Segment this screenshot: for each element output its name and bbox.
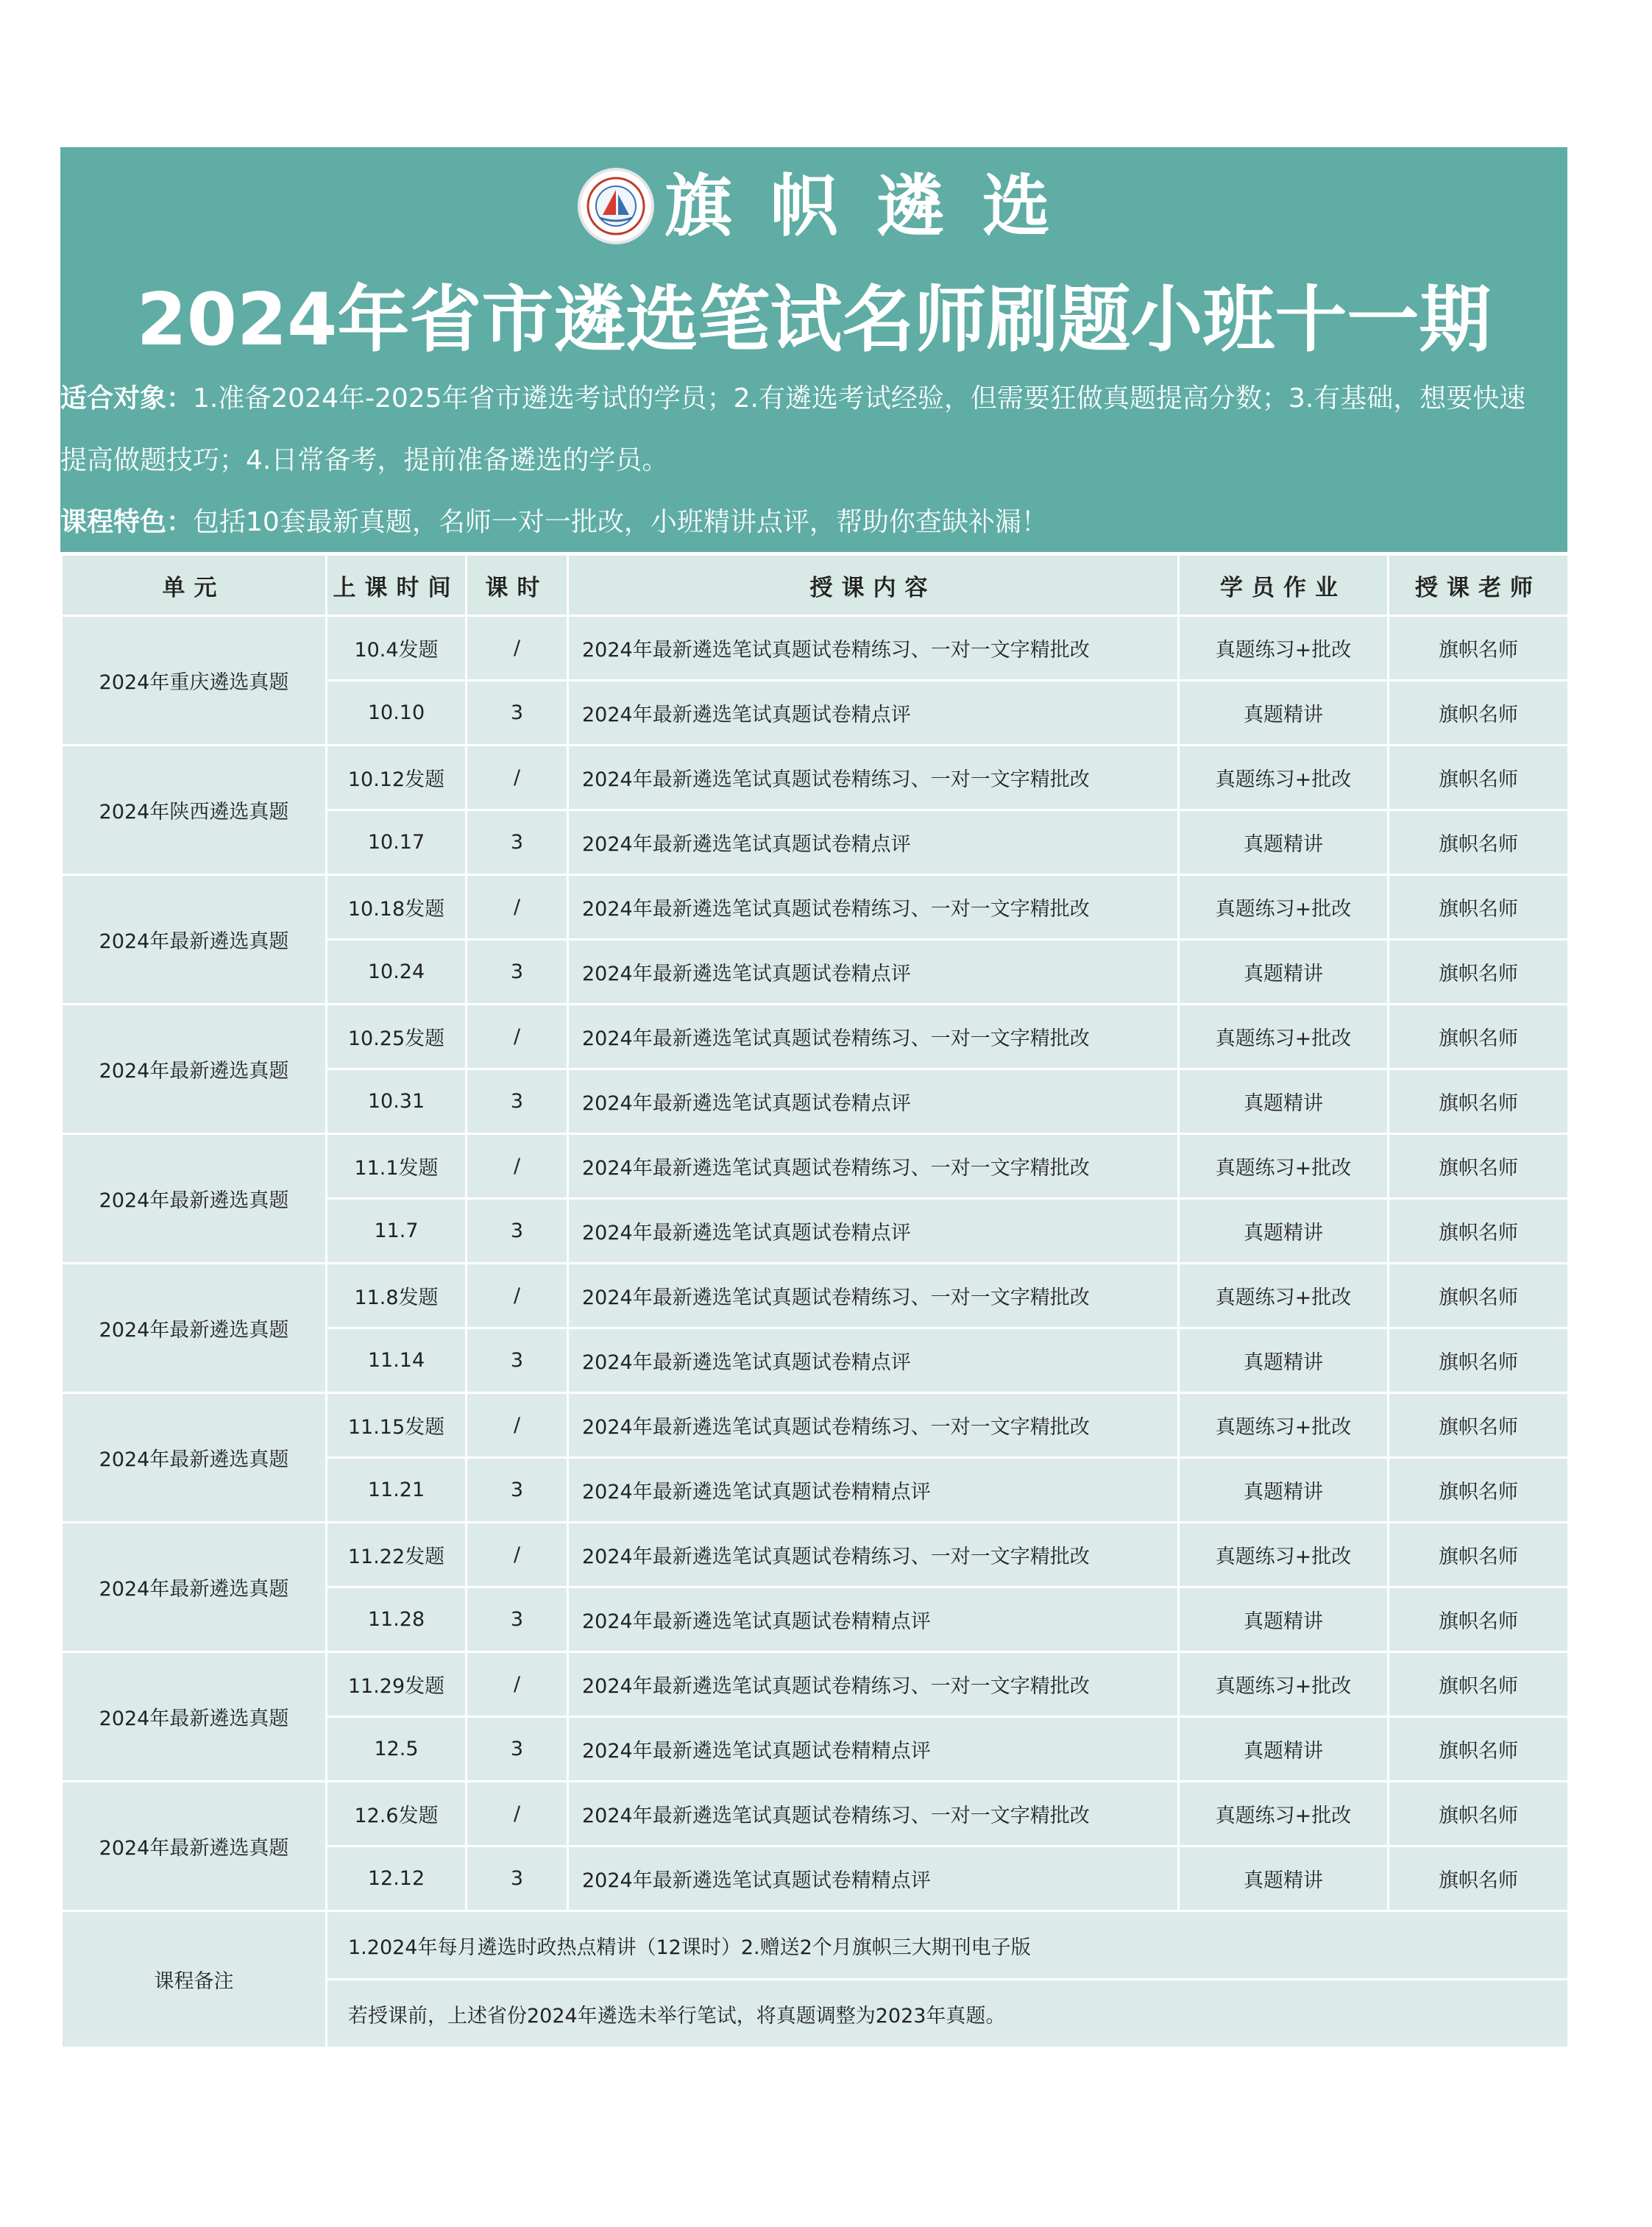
- content-cell: 2024年最新遴选笔试真题试卷精点评: [568, 1069, 1179, 1134]
- content-cell: 2024年最新遴选笔试真题试卷精练习、一对一文字精批改: [568, 616, 1179, 681]
- hours-cell: 3: [467, 1458, 568, 1523]
- unit-cell: 2024年最新遴选真题: [62, 1523, 327, 1652]
- page-title: 2024年省市遴选笔试名师刷题小班十一期: [136, 278, 1492, 362]
- hours-cell: 3: [467, 1847, 568, 1911]
- content-cell: 2024年最新遴选笔试真题试卷精精点评: [568, 1847, 1179, 1911]
- content-cell: 2024年最新遴选笔试真题试卷精点评: [568, 810, 1179, 875]
- table-row: [62, 1782, 1569, 1847]
- content-cell: 2024年最新遴选笔试真题试卷精精点评: [568, 1717, 1179, 1782]
- homework-cell: 真题精讲: [1179, 1717, 1389, 1782]
- time-cell: 10.17: [327, 810, 467, 875]
- header-hours: 课时: [467, 555, 568, 616]
- teacher-cell: 旗帜名师: [1389, 1652, 1569, 1717]
- table-row: [62, 1005, 1569, 1069]
- hours-cell: /: [467, 1264, 568, 1328]
- content-cell: 2024年最新遴选笔试真题试卷精点评: [568, 940, 1179, 1005]
- teacher-cell: 旗帜名师: [1389, 1782, 1569, 1847]
- content-cell: 2024年最新遴选笔试真题试卷精精点评: [568, 1458, 1179, 1523]
- time-cell: 11.22发题: [327, 1523, 467, 1587]
- content-cell: 2024年最新遴选笔试真题试卷精点评: [568, 681, 1179, 746]
- table-row: [62, 1264, 1569, 1328]
- homework-cell: 真题精讲: [1179, 681, 1389, 746]
- homework-cell: 真题练习+批改: [1179, 1652, 1389, 1717]
- unit-cell: 2024年最新遴选真题: [62, 1393, 327, 1523]
- time-cell: 11.1发题: [327, 1134, 467, 1199]
- audience-text-1: 1.准备2024年-2025年省市遴选考试的学员；2.有遴选考试经验，但需要狂做真题提高分数；3.有基础，想要快速: [193, 383, 1526, 414]
- hours-cell: /: [467, 616, 568, 681]
- header-teacher: 授课老师: [1389, 555, 1569, 616]
- unit-cell: 2024年最新遴选真题: [62, 1134, 327, 1264]
- content-cell: 2024年最新遴选笔试真题试卷精练习、一对一文字精批改: [568, 746, 1179, 810]
- teacher-cell: 旗帜名师: [1389, 875, 1569, 940]
- time-cell: 11.21: [327, 1458, 467, 1523]
- homework-cell: 真题练习+批改: [1179, 1134, 1389, 1199]
- qizhi-sailboat-logo-icon: [578, 168, 654, 244]
- hours-cell: 3: [467, 1199, 568, 1264]
- header-banner: [60, 147, 1567, 552]
- teacher-cell: 旗帜名师: [1389, 1847, 1569, 1911]
- time-cell: 10.12发题: [327, 746, 467, 810]
- content-cell: 2024年最新遴选笔试真题试卷精练习、一对一文字精批改: [568, 875, 1179, 940]
- time-cell: 12.12: [327, 1847, 467, 1911]
- table-row: [62, 875, 1569, 940]
- notes-label: 课程备注: [62, 1911, 327, 2048]
- content-cell: 2024年最新遴选笔试真题试卷精练习、一对一文字精批改: [568, 1652, 1179, 1717]
- header-homework: 学员作业: [1179, 555, 1389, 616]
- hours-cell: 3: [467, 810, 568, 875]
- teacher-cell: 旗帜名师: [1389, 681, 1569, 746]
- homework-cell: 真题练习+批改: [1179, 616, 1389, 681]
- time-cell: 11.14: [327, 1328, 467, 1393]
- brand-row: [60, 162, 1567, 250]
- homework-cell: 真题练习+批改: [1179, 746, 1389, 810]
- time-cell: 10.18发题: [327, 875, 467, 940]
- content-cell: 2024年最新遴选笔试真题试卷精精点评: [568, 1587, 1179, 1652]
- time-cell: 11.28: [327, 1587, 467, 1652]
- hours-cell: /: [467, 875, 568, 940]
- homework-cell: 真题练习+批改: [1179, 1393, 1389, 1458]
- teacher-cell: 旗帜名师: [1389, 746, 1569, 810]
- intro-text: [60, 368, 1567, 553]
- time-cell: 12.6发题: [327, 1782, 467, 1847]
- audience-label: 适合对象：: [60, 383, 194, 414]
- unit-cell: 2024年最新遴选真题: [62, 875, 327, 1005]
- time-cell: 12.5: [327, 1717, 467, 1782]
- teacher-cell: 旗帜名师: [1389, 1134, 1569, 1199]
- hours-cell: /: [467, 1782, 568, 1847]
- time-cell: 10.31: [327, 1069, 467, 1134]
- teacher-cell: 旗帜名师: [1389, 616, 1569, 681]
- table-body: [62, 616, 1569, 1911]
- course-schedule-table: [60, 553, 1570, 2049]
- time-cell: 10.25发题: [327, 1005, 467, 1069]
- feature-line: [60, 492, 1567, 553]
- homework-cell: 真题精讲: [1179, 1458, 1389, 1523]
- homework-cell: 真题精讲: [1179, 940, 1389, 1005]
- time-cell: 11.15发题: [327, 1393, 467, 1458]
- hours-cell: 3: [467, 1328, 568, 1393]
- hours-cell: 3: [467, 1717, 568, 1782]
- homework-cell: 真题精讲: [1179, 810, 1389, 875]
- teacher-cell: 旗帜名师: [1389, 1199, 1569, 1264]
- notes-row: [62, 1911, 1569, 1980]
- homework-cell: 真题精讲: [1179, 1847, 1389, 1911]
- homework-cell: 真题练习+批改: [1179, 875, 1389, 940]
- content-cell: 2024年最新遴选笔试真题试卷精点评: [568, 1328, 1179, 1393]
- homework-cell: 真题练习+批改: [1179, 1523, 1389, 1587]
- feature-label: 课程特色：: [60, 507, 194, 537]
- content-cell: 2024年最新遴选笔试真题试卷精练习、一对一文字精批改: [568, 1005, 1179, 1069]
- homework-cell: 真题精讲: [1179, 1069, 1389, 1134]
- teacher-cell: 旗帜名师: [1389, 1587, 1569, 1652]
- content-cell: 2024年最新遴选笔试真题试卷精练习、一对一文字精批改: [568, 1782, 1179, 1847]
- teacher-cell: 旗帜名师: [1389, 1069, 1569, 1134]
- unit-cell: 2024年最新遴选真题: [62, 1264, 327, 1393]
- time-cell: 11.7: [327, 1199, 467, 1264]
- audience-line-1: [60, 368, 1567, 430]
- homework-cell: 真题精讲: [1179, 1199, 1389, 1264]
- unit-cell: 2024年重庆遴选真题: [62, 616, 327, 746]
- teacher-cell: 旗帜名师: [1389, 1005, 1569, 1069]
- homework-cell: 真题练习+批改: [1179, 1005, 1389, 1069]
- content-cell: 2024年最新遴选笔试真题试卷精练习、一对一文字精批改: [568, 1393, 1179, 1458]
- header-unit: 单元: [62, 555, 327, 616]
- time-cell: 10.24: [327, 940, 467, 1005]
- unit-cell: 2024年最新遴选真题: [62, 1652, 327, 1782]
- brand-name: 旗帜遴选: [664, 166, 1088, 246]
- homework-cell: 真题精讲: [1179, 1587, 1389, 1652]
- teacher-cell: 旗帜名师: [1389, 1523, 1569, 1587]
- table-row: [62, 746, 1569, 810]
- teacher-cell: 旗帜名师: [1389, 1393, 1569, 1458]
- notes-line-2: 若授课前，上述省份2024年遴选未举行笔试，将真题调整为2023年真题。: [327, 1980, 1569, 2048]
- table-header-row: [62, 555, 1569, 616]
- unit-cell: 2024年最新遴选真题: [62, 1782, 327, 1911]
- homework-cell: 真题练习+批改: [1179, 1264, 1389, 1328]
- unit-cell: 2024年最新遴选真题: [62, 1005, 327, 1134]
- audience-text-2: 提高做题技巧；4.日常备考，提前准备遴选的学员。: [60, 445, 669, 475]
- hours-cell: 3: [467, 1069, 568, 1134]
- hours-cell: 3: [467, 1587, 568, 1652]
- hours-cell: /: [467, 1393, 568, 1458]
- teacher-cell: 旗帜名师: [1389, 1717, 1569, 1782]
- header-content: 授课内容: [568, 555, 1179, 616]
- hours-cell: /: [467, 1523, 568, 1587]
- hours-cell: /: [467, 1005, 568, 1069]
- teacher-cell: 旗帜名师: [1389, 1458, 1569, 1523]
- homework-cell: 真题精讲: [1179, 1328, 1389, 1393]
- content-cell: 2024年最新遴选笔试真题试卷精练习、一对一文字精批改: [568, 1264, 1179, 1328]
- teacher-cell: 旗帜名师: [1389, 1328, 1569, 1393]
- table-row: [62, 1393, 1569, 1458]
- teacher-cell: 旗帜名师: [1389, 1264, 1569, 1328]
- notes-section: [62, 1911, 1569, 2048]
- hours-cell: 3: [467, 681, 568, 746]
- time-cell: 10.10: [327, 681, 467, 746]
- unit-cell: 2024年陕西遴选真题: [62, 746, 327, 875]
- hours-cell: 3: [467, 940, 568, 1005]
- table-row: [62, 1134, 1569, 1199]
- time-cell: 10.4发题: [327, 616, 467, 681]
- teacher-cell: 旗帜名师: [1389, 810, 1569, 875]
- hours-cell: /: [467, 1652, 568, 1717]
- hours-cell: /: [467, 1134, 568, 1199]
- table-row: [62, 1523, 1569, 1587]
- hours-cell: /: [467, 746, 568, 810]
- teacher-cell: 旗帜名师: [1389, 940, 1569, 1005]
- time-cell: 11.8发题: [327, 1264, 467, 1328]
- homework-cell: 真题练习+批改: [1179, 1782, 1389, 1847]
- table-row: [62, 616, 1569, 681]
- content-cell: 2024年最新遴选笔试真题试卷精练习、一对一文字精批改: [568, 1523, 1179, 1587]
- content-cell: 2024年最新遴选笔试真题试卷精练习、一对一文字精批改: [568, 1134, 1179, 1199]
- time-cell: 11.29发题: [327, 1652, 467, 1717]
- table-row: [62, 1652, 1569, 1717]
- feature-text: 包括10套最新真题，名师一对一批改，小班精讲点评，帮助你查缺补漏！: [193, 507, 1048, 537]
- header-time: 上课时间: [327, 555, 467, 616]
- content-cell: 2024年最新遴选笔试真题试卷精点评: [568, 1199, 1179, 1264]
- notes-line-1: 1.2024年每月遴选时政热点精讲（12课时）2.赠送2个月旗帜三大期刊电子版: [327, 1911, 1569, 1980]
